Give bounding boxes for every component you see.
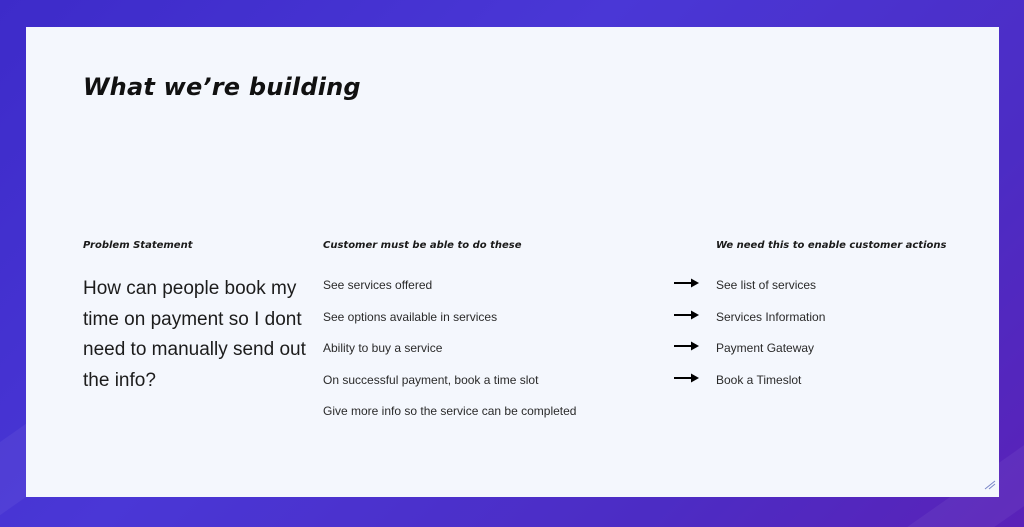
arrow-right-icon <box>674 310 700 342</box>
arrow-right-icon <box>674 278 700 310</box>
list-item: Book a Timeslot <box>716 372 802 387</box>
enablers-heading: We need this to enable customer actions <box>716 240 947 251</box>
slide-canvas <box>26 27 999 497</box>
resize-corner-icon <box>983 477 997 495</box>
customer-actions-list <box>323 278 576 436</box>
list-item: Services Information <box>716 309 826 324</box>
list-item: See services offered <box>323 278 433 292</box>
list-item: Payment Gateway <box>716 341 815 355</box>
list-item: See list of services <box>716 278 817 292</box>
problem-statement-text: How can people book my time on payment so I dont need to manually send out the info? <box>83 278 306 391</box>
slide-title: What we’re building <box>83 73 361 101</box>
list-item: On successful payment, book a time slot <box>323 372 539 387</box>
list-item: Ability to buy a service <box>323 341 443 355</box>
problem-statement-heading: Problem Statement <box>83 240 193 251</box>
list-item: Give more info so the service can be completed <box>323 404 577 418</box>
enablers-list <box>716 278 825 404</box>
arrow-column <box>674 278 700 405</box>
arrow-right-icon <box>674 341 700 373</box>
arrow-right-icon <box>674 373 700 405</box>
list-item: See options available in services <box>323 309 498 324</box>
customer-actions-heading: Customer must be able to do these <box>323 240 522 251</box>
